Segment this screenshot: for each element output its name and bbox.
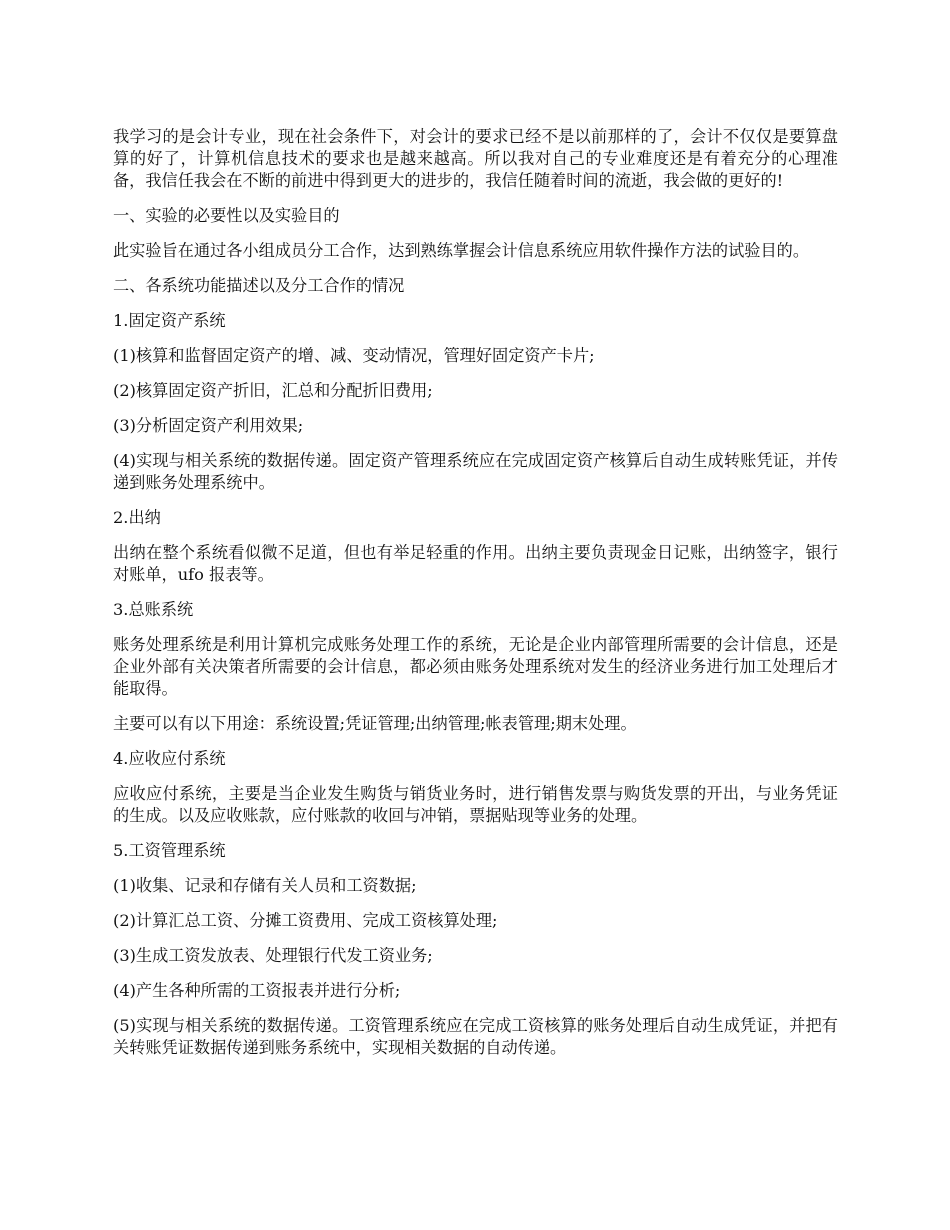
subheading-receivables-payables: 4.应收应付系统 bbox=[113, 749, 226, 768]
fixed-assets-item-2: (2)核算固定资产折旧，汇总和分配折旧费用; bbox=[113, 381, 433, 400]
subheading-payroll: 5.工资管理系统 bbox=[113, 841, 226, 860]
payroll-item-1: (1)收集、记录和存储有关人员和工资数据; bbox=[113, 876, 417, 895]
cashier-body: 出纳在整个系统看似微不足道，但也有举足轻重的作用。出纳主要负责现金日记账，出纳签字，银行对账单，ufo 报表等。 bbox=[113, 543, 838, 584]
section-1-body: 此实验旨在通过各小组成员分工合作，达到熟练掌握会计信息系统应用软件操作方法的试验目的。 bbox=[113, 241, 810, 260]
payroll-item-3: (3)生成工资发放表、处理银行代发工资业务; bbox=[113, 946, 433, 965]
fixed-assets-item-3: (3)分析固定资产利用效果; bbox=[113, 416, 304, 435]
payroll-item-2: (2)计算汇总工资、分摊工资费用、完成工资核算处理; bbox=[113, 911, 498, 930]
section-heading-2: 二、各系统功能描述以及分工合作的情况 bbox=[113, 276, 405, 295]
general-ledger-uses: 主要可以有以下用途：系统设置;凭证管理;出纳管理;帐表管理;期末处理。 bbox=[113, 714, 637, 733]
payroll-item-5: (5)实现与相关系统的数据传递。工资管理系统应在完成工资核算的账务处理后自动生成凭证，并把有关转账凭证数据传递到账务系统中，实现相关数据的自动传递。 bbox=[113, 1016, 838, 1057]
intro-paragraph: 我学习的是会计专业，现在社会条件下，对会计的要求已经不是以前那样的了，会计不仅仅是要算盘算的好了，计算机信息技术的要求也是越来越高。所以我对自己的专业难度还是有着充分的心理准备，我信任我会在不断的前进中得到更大的进步的，我信任随着时间的流逝，我会做的更好的! bbox=[113, 127, 838, 190]
subheading-fixed-assets: 1.固定资产系统 bbox=[113, 311, 226, 330]
general-ledger-body: 账务处理系统是利用计算机完成账务处理工作的系统，无论是企业内部管理所需要的会计信息，还是企业外部有关决策者所需要的会计信息，都必须由账务处理系统对发生的经济业务进行加工处理后才能取得。 bbox=[113, 635, 838, 698]
section-heading-1: 一、实验的必要性以及实验目的 bbox=[113, 206, 340, 225]
fixed-assets-item-4: (4)实现与相关系统的数据传递。固定资产管理系统应在完成固定资产核算后自动生成转账凭证，并传递到账务处理系统中。 bbox=[113, 451, 838, 492]
document-page bbox=[113, 126, 838, 1072]
payroll-item-4: (4)产生各种所需的工资报表并进行分析; bbox=[113, 981, 401, 1000]
subheading-general-ledger: 3.总账系统 bbox=[113, 600, 194, 619]
fixed-assets-item-1: (1)核算和监督固定资产的增、减、变动情况，管理好固定资产卡片; bbox=[113, 346, 595, 365]
receivables-payables-body: 应收应付系统，主要是当企业发生购货与销货业务时，进行销售发票与购货发票的开出，与业务凭证的生成。以及应收账款，应付账款的收回与冲销，票据贴现等业务的处理。 bbox=[113, 784, 838, 825]
subheading-cashier: 2.出纳 bbox=[113, 508, 161, 527]
